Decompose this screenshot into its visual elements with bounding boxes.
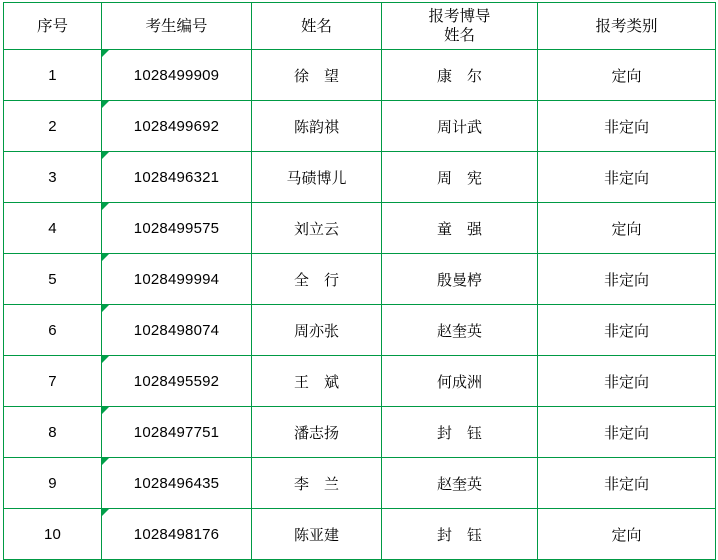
cell-name	[252, 407, 382, 458]
cell-advisor	[382, 101, 538, 152]
applicant-roster-table	[3, 2, 716, 560]
name-value: 徐 望	[293, 67, 339, 85]
cell-advisor	[382, 305, 538, 356]
seq-value: 2	[48, 117, 57, 135]
cell-exam-id	[102, 509, 252, 560]
exam-id-value: 1028495592	[133, 372, 220, 390]
column-header-seq	[4, 3, 102, 50]
cell-name	[252, 458, 382, 509]
cell-name	[252, 509, 382, 560]
seq-value: 1	[48, 66, 57, 84]
name-value: 潘志扬	[293, 424, 339, 442]
advisor-value: 封 钰	[436, 424, 482, 442]
column-header-category	[538, 3, 716, 50]
seq-value: 8	[48, 423, 57, 441]
cell-seq	[4, 509, 102, 560]
cell-advisor	[382, 509, 538, 560]
cell-category	[538, 50, 716, 101]
column-header-exam-id	[102, 3, 252, 50]
cell-exam-id	[102, 458, 252, 509]
cell-name	[252, 305, 382, 356]
column-header-advisor	[382, 3, 538, 50]
cell-category	[538, 203, 716, 254]
cell-name	[252, 152, 382, 203]
advisor-value: 康 尔	[436, 67, 482, 85]
cell-name	[252, 203, 382, 254]
cell-advisor	[382, 458, 538, 509]
name-value: 王 斌	[293, 373, 339, 391]
cell-advisor	[382, 356, 538, 407]
category-value: 定向	[611, 67, 642, 85]
exam-id-value: 1028497751	[133, 423, 220, 441]
cell-seq	[4, 305, 102, 356]
cell-exam-id	[102, 203, 252, 254]
spreadsheet-sheet	[0, 2, 718, 553]
advisor-value: 殷曼楟	[436, 271, 482, 289]
name-value: 刘立云	[293, 220, 339, 238]
cell-advisor	[382, 254, 538, 305]
column-header-exam-id-label: 考生编号	[145, 17, 208, 35]
table-header	[4, 3, 716, 50]
cell-advisor	[382, 203, 538, 254]
table-row	[4, 101, 716, 152]
cell-category	[538, 356, 716, 407]
category-value: 定向	[611, 526, 642, 544]
advisor-value: 周计武	[436, 118, 482, 136]
cell-advisor	[382, 50, 538, 101]
cell-seq	[4, 407, 102, 458]
name-value: 陈亚建	[293, 526, 339, 544]
seq-value: 7	[48, 372, 57, 390]
cell-category	[538, 254, 716, 305]
table-body	[4, 50, 716, 560]
cell-exam-id	[102, 356, 252, 407]
cell-exam-id	[102, 254, 252, 305]
exam-id-value: 1028496435	[133, 474, 220, 492]
advisor-value: 周 宪	[436, 169, 482, 187]
table-header-row	[4, 3, 716, 50]
seq-value: 4	[48, 219, 57, 237]
table-row	[4, 305, 716, 356]
table-row	[4, 152, 716, 203]
advisor-value: 赵奎英	[436, 475, 482, 493]
seq-value: 3	[48, 168, 57, 186]
exam-id-value: 1028496321	[133, 168, 220, 186]
cell-seq	[4, 458, 102, 509]
column-header-seq-label: 序号	[36, 17, 68, 35]
table-row	[4, 254, 716, 305]
cell-category	[538, 305, 716, 356]
cell-category	[538, 509, 716, 560]
cell-exam-id	[102, 152, 252, 203]
column-header-advisor-line1: 报考博导	[428, 8, 491, 25]
exam-id-value: 1028498176	[133, 525, 220, 543]
advisor-value: 何成洲	[436, 373, 482, 391]
category-value: 非定向	[603, 424, 649, 442]
category-value: 非定向	[603, 322, 649, 340]
cell-category	[538, 458, 716, 509]
cell-name	[252, 101, 382, 152]
exam-id-value: 1028498074	[133, 321, 220, 339]
exam-id-value: 1028499575	[133, 219, 220, 237]
table-row	[4, 407, 716, 458]
seq-value: 6	[48, 321, 57, 339]
cell-name	[252, 356, 382, 407]
name-value: 李 兰	[293, 475, 339, 493]
seq-value: 9	[48, 474, 57, 492]
cell-exam-id	[102, 50, 252, 101]
exam-id-value: 1028499692	[133, 117, 220, 135]
table-row	[4, 203, 716, 254]
cell-category	[538, 152, 716, 203]
exam-id-value: 1028499994	[133, 270, 220, 288]
cell-seq	[4, 203, 102, 254]
name-value: 全 行	[293, 271, 339, 289]
cell-name	[252, 50, 382, 101]
cell-seq	[4, 152, 102, 203]
cell-category	[538, 407, 716, 458]
cell-seq	[4, 254, 102, 305]
cell-seq	[4, 50, 102, 101]
cell-exam-id	[102, 305, 252, 356]
seq-value: 10	[43, 525, 62, 543]
cell-seq	[4, 101, 102, 152]
table-row	[4, 458, 716, 509]
cell-seq	[4, 356, 102, 407]
cell-category	[538, 101, 716, 152]
column-header-name	[252, 3, 382, 50]
name-value: 陈韵祺	[293, 118, 339, 136]
column-header-category-label: 报考类别	[595, 17, 658, 35]
category-value: 定向	[611, 220, 642, 238]
seq-value: 5	[48, 270, 57, 288]
advisor-value: 童 强	[436, 220, 482, 238]
advisor-value: 赵奎英	[436, 322, 482, 340]
cell-exam-id	[102, 101, 252, 152]
advisor-value: 封 钰	[436, 526, 482, 544]
exam-id-value: 1028499909	[133, 66, 220, 84]
category-value: 非定向	[603, 271, 649, 289]
name-value: 马碛博儿	[286, 169, 347, 187]
category-value: 非定向	[603, 169, 649, 187]
name-value: 周亦张	[293, 322, 339, 340]
cell-name	[252, 254, 382, 305]
category-value: 非定向	[603, 373, 649, 391]
category-value: 非定向	[603, 118, 649, 136]
table-row	[4, 50, 716, 101]
column-header-advisor-line2: 姓名	[443, 27, 475, 44]
table-row	[4, 356, 716, 407]
cell-advisor	[382, 407, 538, 458]
column-header-name-label: 姓名	[300, 17, 332, 35]
cell-advisor	[382, 152, 538, 203]
table-row	[4, 509, 716, 560]
category-value: 非定向	[603, 475, 649, 493]
cell-exam-id	[102, 407, 252, 458]
